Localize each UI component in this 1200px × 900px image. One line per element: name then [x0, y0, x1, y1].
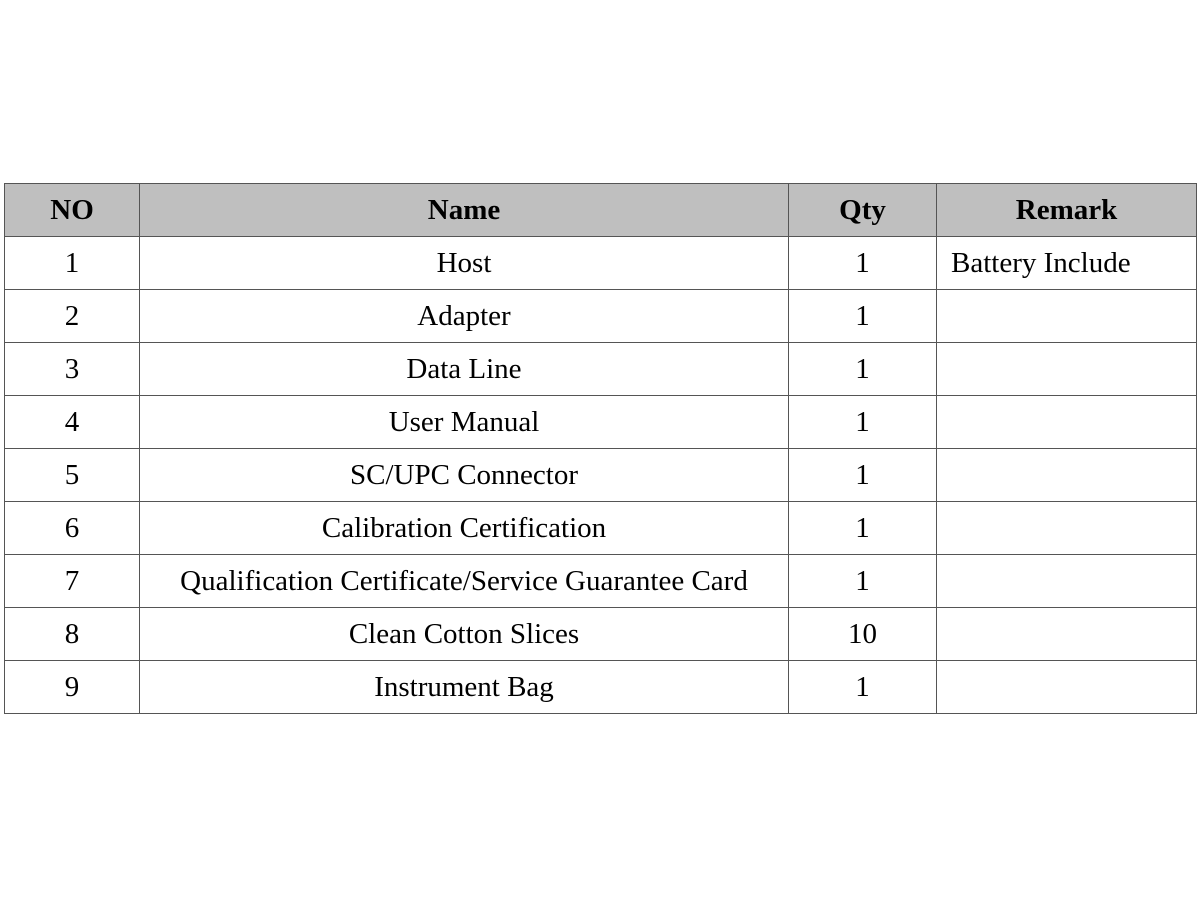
table-row: [5, 237, 1197, 290]
packing-list-table-container: [4, 183, 1196, 714]
cell-name: Calibration Certification: [140, 502, 789, 555]
cell-no: 9: [5, 661, 140, 714]
cell-name: Host: [140, 237, 789, 290]
cell-remark: [937, 502, 1197, 555]
cell-qty: 1: [789, 502, 937, 555]
cell-qty: 1: [789, 661, 937, 714]
cell-name: User Manual: [140, 396, 789, 449]
cell-remark: [937, 555, 1197, 608]
cell-name: Instrument Bag: [140, 661, 789, 714]
cell-no: 2: [5, 290, 140, 343]
cell-remark: [937, 396, 1197, 449]
cell-qty: 1: [789, 449, 937, 502]
cell-qty: 10: [789, 608, 937, 661]
cell-name: Data Line: [140, 343, 789, 396]
header-remark: Remark: [937, 184, 1197, 237]
cell-qty: 1: [789, 555, 937, 608]
cell-qty: 1: [789, 290, 937, 343]
table-row: [5, 555, 1197, 608]
cell-no: 1: [5, 237, 140, 290]
cell-name: Clean Cotton Slices: [140, 608, 789, 661]
table-row: [5, 661, 1197, 714]
cell-name: Adapter: [140, 290, 789, 343]
cell-remark: [937, 290, 1197, 343]
cell-no: 3: [5, 343, 140, 396]
table-row: [5, 449, 1197, 502]
cell-remark: [937, 343, 1197, 396]
cell-no: 5: [5, 449, 140, 502]
cell-remark: Battery Include: [937, 237, 1197, 290]
header-qty: Qty: [789, 184, 937, 237]
cell-no: 7: [5, 555, 140, 608]
cell-qty: 1: [789, 396, 937, 449]
cell-no: 4: [5, 396, 140, 449]
cell-remark: [937, 449, 1197, 502]
cell-no: 8: [5, 608, 140, 661]
header-name: Name: [140, 184, 789, 237]
table-row: [5, 502, 1197, 555]
cell-remark: [937, 661, 1197, 714]
cell-qty: 1: [789, 343, 937, 396]
cell-remark: [937, 608, 1197, 661]
table-row: [5, 343, 1197, 396]
table-row: [5, 396, 1197, 449]
table-row: [5, 608, 1197, 661]
table-header-row: [5, 184, 1197, 237]
header-no: NO: [5, 184, 140, 237]
cell-name: Qualification Certificate/Service Guarantee Card: [140, 555, 789, 608]
cell-no: 6: [5, 502, 140, 555]
cell-name: SC/UPC Connector: [140, 449, 789, 502]
table-row: [5, 290, 1197, 343]
cell-qty: 1: [789, 237, 937, 290]
packing-list-table: [4, 183, 1197, 714]
